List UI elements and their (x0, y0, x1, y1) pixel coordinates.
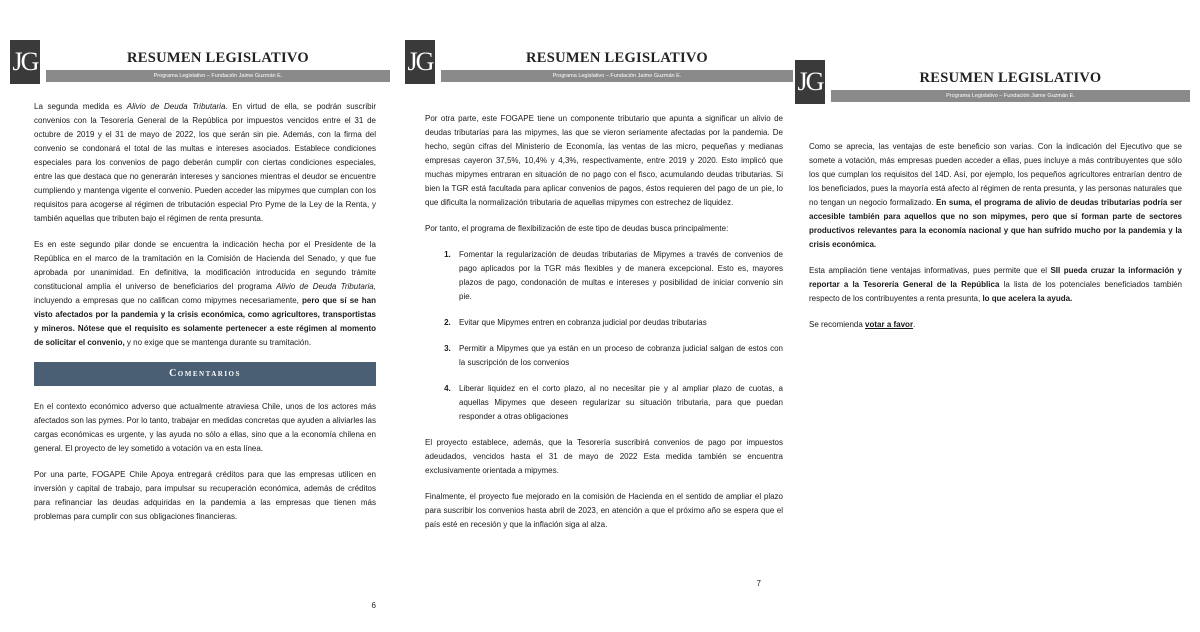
recommendation: Se recomienda votar a favor. (809, 320, 916, 329)
paragraph: Por una parte, FOGAPE Chile Apoya entregará créditos para que las empresas utilicen en inversión y capital de trabajo, para impulsar su recuperación económica, además de créditos para refinanciar las deudas adquiridas en la pandemia a las empresas que tienen más problemas para cumplir con sus obligaciones financieras. (34, 470, 376, 521)
list-item: 4. Liberar liquidez en el corto plazo, al no necesitar pie y al ampliar plazo de cuotas, a aquellas Mipymes que deseen regularizar su situación tributaria, para que puedan responder a otras obligaciones (453, 382, 783, 424)
paragraph: La segunda medida es Alivio de Deuda Tributaria. En virtud de ella, se podrán suscribir convenios con la Tesorería General de la República por impuestos vencidos entre el 31 de octubre de 2019 y el 31 de mayo de 2022, los que serán sin pie. Además, con la firma del convenio se condonará el total de las multas e intereses asociados. Establece condiciones especiales para los convenios de pago deberán cumplir con ciertas condiciones especiales, entre las que destaca que no generarán intereses y sanciones mientras el deudor se encuentre cumpliendo y mantenga vigente el convenio. Pueden acceder las mipymes que cumplan con los requisitos para acogerse al régimen de tributación especial Pro Pyme de la Ley de la Renta, y también aquellas que tributen bajo el régimen de renta presunta. (34, 102, 377, 223)
page-number: 7 (756, 579, 761, 588)
list-item: 3. Permitir a Mipymes que ya están en un proceso de cobranza judicial salgan de estos con la suscripción de los convenios (453, 342, 783, 370)
jg-logo: JG (795, 60, 825, 104)
list-item: 2. Evitar que Mipymes entren en cobranza judicial por deudas tributarias (453, 316, 783, 330)
jg-logo: JG (405, 40, 435, 84)
objectives-list (425, 248, 783, 424)
list-item: 1. Fomentar la regularización de deudas tributarias de Mipymes a través de convenios de pago aplicados por la TGR más flexibles y de manera excepcional. Esto es, mayores plazos de pago, condonación de multas e intereses y posibilidad de iniciar convenio sin pie. (453, 248, 783, 304)
jg-logo: JG (10, 40, 40, 84)
paragraph: Es en este segundo pilar donde se encuentra la indicación hecha por el Presidente de la República en el marco de la tramitación en la Comisión de Hacienda del Senado, y que fue aprobada por unanimidad. En definitiva, la modificación introducida en segundo trámite constitucional amplía el universo de beneficiarios del programa Alivio de Deuda Tributaria, incluyendo a empresas que no califican como mipymes necesariamente, pero que sí se han visto afectados por la pandemia y la crisis económica, como agricultores, transportistas y mineros. Nótese que el requisito es solamente pertenecer a este régimen al momento de solicitar el convenio, y no exige que se mantenga durante su tramitación. (34, 240, 377, 347)
comments-section-banner: Comentarios (34, 362, 376, 386)
page-title: RESUMEN LEGISLATIVO (919, 70, 1102, 86)
paragraph: Por tanto, el programa de flexibilización de este tipo de deudas busca principalmente: (425, 224, 729, 233)
paragraph: Finalmente, el proyecto fue mejorado en la comisión de Hacienda en el sentido de ampliar el plazo para suscribir los convenios hasta abril de 2023, en atención a que el próximo año se espera que el país esté en recesión y que la inflación siga al alza. (425, 492, 783, 529)
page-title: RESUMEN LEGISLATIVO (126, 50, 309, 66)
paragraph: Esta ampliación tiene ventajas informativas, pues permite que el SII pueda cruzar la información y reportar a la Tesorería General de la República la lista de los potenciales beneficiados también respecto de los contribuyentes a renta presunta, lo que acelera la ayuda. (809, 266, 1182, 303)
paragraph: Como se aprecia, las ventajas de este beneficio son varias. Con la indicación del Ejecutivo que se somete a votación, más empresas pueden acceder a ellas, pues incluye a más contribuyentes que sólo los que cumplan los requisitos del 14D. Así, por ejemplo, los pequeños agricultores entrarían dentro de los beneficiados, pues la mayoría está afecto al régimen de renta presunta, y las personas naturales que no tengan un negocio formalizado. En suma, el programa de alivio de deudas tributarias podría ser accesible también para aquellos que no son mipymes, pero que sí forman parte de sectores productivos relevantes para la economía nacional y que han sufrido mucho por la pandemia y la crisis económica. (809, 142, 1182, 249)
page-body (809, 140, 1182, 344)
header-subtitle-bar: Programa Legislativo – Fundación Jaime Guzmán E. (46, 70, 390, 82)
page-title: RESUMEN LEGISLATIVO (525, 50, 708, 66)
document-page-7 (405, 40, 793, 600)
paragraph: Por otra parte, este FOGAPE tiene un componente tributario que apunta a significar un alivio de deudas tributarias para las mipymes, las que se vieron seriamente afectadas por la pandemia. De hecho, según cifras del Ministerio de Economía, las ventas de las micro, pequeñas y medianas empresas cayeron 37,5%, 10,4% y 4,3%, respectivamente, entre 2019 y 2020. Esto implicó que muchas mipymes entraran en situación de no pago con el fisco, acumulando deudas tributarias. Si bien la TGR está facultada para aplicar convenios de pagos, éstos requieren del pago de un pie, lo que dificulta la normalización tributaria de aquellas mipymes con estrechez de liquidez. (425, 114, 783, 207)
page-body (34, 100, 376, 536)
page-number: 6 (371, 601, 376, 610)
document-page-6 (10, 40, 390, 610)
page-body (425, 112, 783, 544)
document-page-8 (795, 60, 1190, 390)
paragraph: El proyecto establece, además, que la Tesorería suscribirá convenios de pago por impuestos adeudados, vencidos hasta el 31 de mayo de 2022 Esta medida también se encuentra exclusivamente orientada a mipymes. (425, 438, 783, 475)
paragraph: En el contexto económico adverso que actualmente atraviesa Chile, unos de los actores más afectados son las pymes. Por lo tanto, trabajar en medidas concretas que ayuden a aliviarles las cargas económicas es urgente, y las ayuda no sólo a ellas, sino que a la economía chilena en general. El proyecto de ley sometido a votación va en esta línea. (34, 402, 376, 453)
header-subtitle-bar: Programa Legislativo – Fundación Jaime Guzmán E. (441, 70, 793, 82)
header-subtitle-bar: Programa Legislativo – Fundación Jaime Guzmán E. (831, 90, 1190, 102)
